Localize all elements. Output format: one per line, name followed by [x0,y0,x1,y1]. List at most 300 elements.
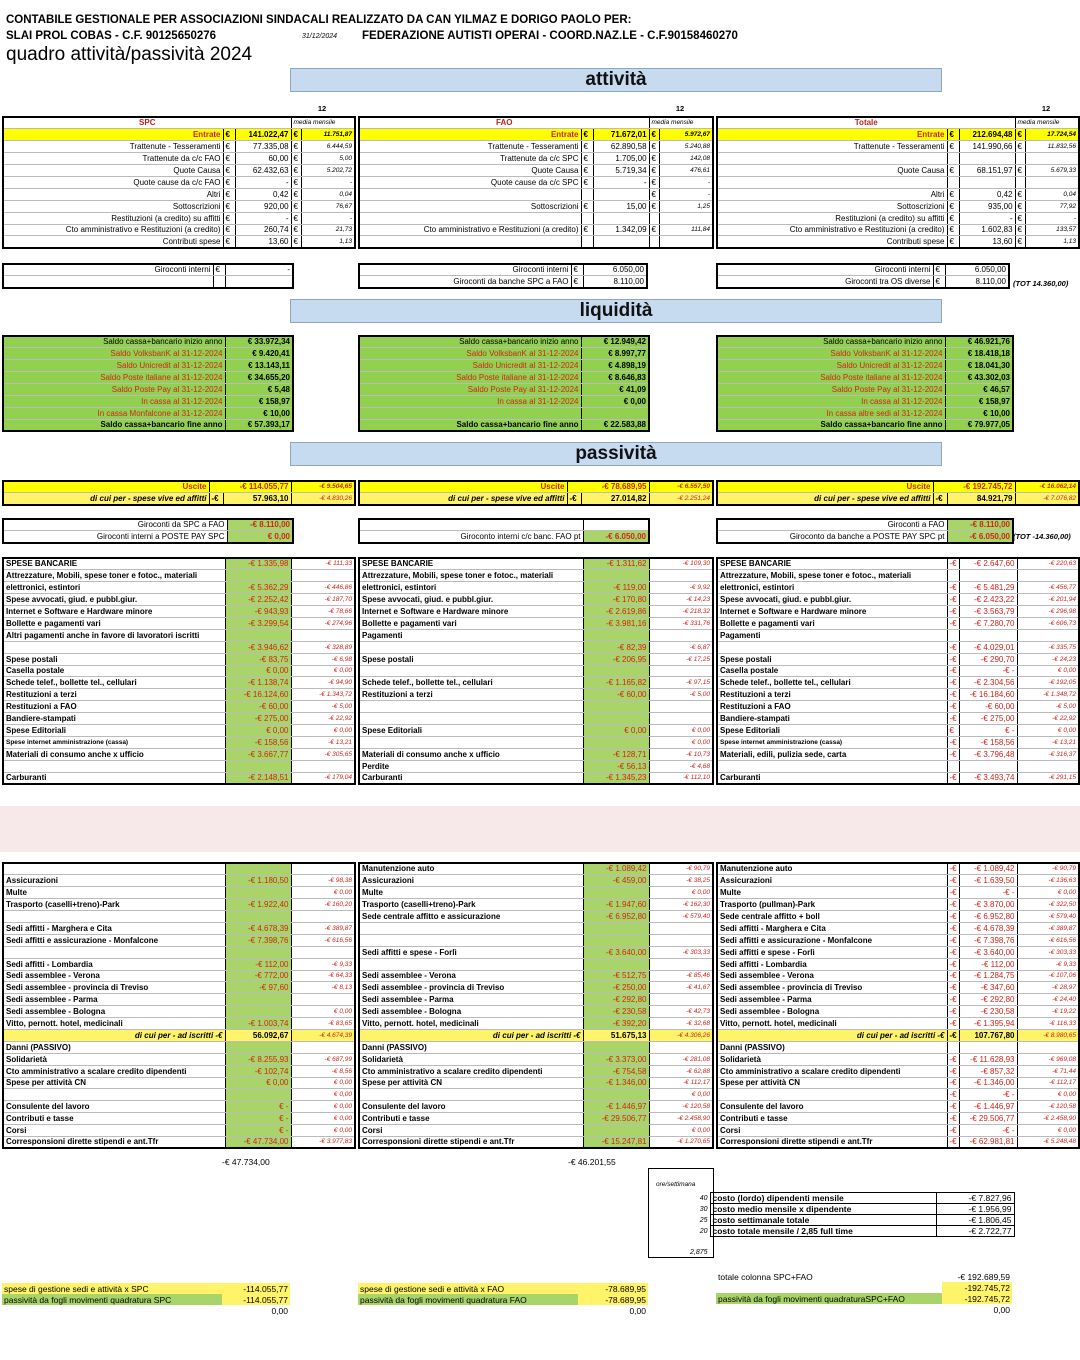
currency: -€ [947,617,959,629]
currency: € [947,236,959,248]
currency: € [291,224,301,236]
currency: -€ [947,958,959,970]
value: -€ 82,39 [583,641,649,653]
monthly-value: -€ 9.504,65 [291,481,355,493]
value [225,276,293,288]
banner-passivita: passività [290,442,942,466]
value: -€ 3.667,77 [225,748,291,760]
monthly-value: -€ 2.458,90 [1017,1113,1079,1125]
value: -€ 206,95 [583,653,649,665]
value: -€ 1.639,50 [959,875,1017,887]
currency: -€ [947,772,959,784]
row-label: Spese postali [717,653,947,665]
currency: € [947,188,959,200]
monthly-value: -€ 187,70 [291,594,355,606]
report-date: 31/12/2024 [302,33,338,40]
monthly-value [649,713,713,725]
uscite-table-fao [358,480,714,506]
value [225,946,291,958]
row-label: Giroconto interni c/c banc. FAO pt [359,531,583,543]
currency [581,212,593,224]
value: 212.694,48 [959,129,1015,141]
monthly-value: -€ 296,98 [1017,606,1079,618]
row-label [3,760,225,772]
monthly-value: -€ 328,89 [291,641,355,653]
row-label: totale colonna SPC+FAO [718,1272,813,1282]
row-label: Sedi assemblee - provincia di Treviso [3,982,225,994]
value: -€ 7.398,76 [959,934,1017,946]
row-label: Corsi [3,1125,225,1137]
row-label: Sedi affitti e spese - Forlì [717,946,947,958]
monthly-value: -€ 22,92 [1017,713,1079,725]
monthly-value: -€ 331,76 [649,617,713,629]
row-label: Sedi affitti - Lombardia [717,958,947,970]
months-count: 12 [1041,104,1051,113]
value: -€ 1.956,99 [936,1204,1014,1215]
row-label: Internet e Software e Hardware minore [717,606,947,618]
monthly-value [291,994,355,1006]
value: 935,00 [959,200,1015,212]
monthly-value: -€ 274,96 [291,617,355,629]
value [225,1089,291,1101]
row-label: passività da fogli movimenti quadratura FAO [358,1294,578,1305]
hours: 30 [699,1205,708,1213]
monthly-value: -€ 316,37 [1017,748,1079,760]
row-label: Sedi assemblee - Parma [359,994,583,1006]
row-label: Uscite [359,481,567,493]
currency: -€ [947,875,959,887]
value: € 18.041,30 [945,360,1013,372]
currency: -€ [947,1065,959,1077]
value: -€ - [959,887,1017,899]
spese-table-spese2-fao [358,862,714,1149]
column-total: -€ 46.201,55 [568,1157,616,1167]
value: -€ 290,70 [959,653,1017,665]
value: 920,00 [235,200,291,212]
value: -€ 29.506,77 [583,1113,649,1125]
row-label: Sottoscrizioni [717,200,947,212]
currency: -€ [947,1077,959,1089]
value: -€ 1.346,00 [959,1077,1017,1089]
value: € 46,57 [945,384,1013,396]
currency [947,760,959,772]
currency: € [649,224,659,236]
value: 141.990,66 [959,141,1015,153]
row-label: Solidarietà [3,1053,225,1065]
currency: -€ [947,1029,959,1041]
row-label: Bandiere-stampati [3,713,225,725]
row-label [2,1305,222,1316]
monthly-value: € 0,00 [649,1089,713,1101]
value: -€ 857,32 [959,1065,1017,1077]
value: 77.335,08 [235,141,291,153]
value: 57.963,10 [223,493,291,505]
monthly-value [291,863,355,875]
row-label [3,276,213,288]
monthly-value: -€ 6.557,50 [649,481,713,493]
value: 8.110,00 [583,276,647,288]
row-label [716,1304,942,1315]
value: -€ 29.506,77 [959,1113,1017,1125]
currency: -€ [947,1125,959,1137]
row-label [717,1089,947,1101]
value: 8.110,00 [945,276,1009,288]
currency: -€ [947,558,959,570]
row-label: Restituzioni a terzi [359,689,583,701]
currency [947,153,959,165]
value [225,570,291,582]
row-label [359,934,583,946]
row-label: Assicurazioni [3,875,225,887]
value: € - [225,1101,291,1113]
monthly-value [649,934,713,946]
row-label [359,736,583,748]
currency [649,212,659,224]
monthly-value: -€ 5,00 [291,701,355,713]
row-label: Materiali di consumo anche x ufficio [359,748,583,760]
value: 5.719,34 [593,165,649,177]
value: -€ 158,56 [959,736,1017,748]
value [225,629,291,641]
column-total: -€ 47.734,00 [222,1157,270,1167]
value: 56.092,67 [225,1029,291,1041]
row-label: Quote Causa [3,165,223,177]
value: -78.689,95 [578,1283,648,1294]
monthly-value: -€ 38,25 [649,875,713,887]
currency: -€ [947,982,959,994]
row-label: Quote cause da c/c FAO [3,176,223,188]
row-label: Restituzioni a terzi [717,689,947,701]
currency: € [649,153,659,165]
row-label: Spese internet amministrazione (cassa) [717,736,947,748]
media-label: media mensile [291,117,355,129]
row-label: Spese postali [359,653,583,665]
monthly-value: € 0,00 [1017,665,1079,677]
row-label [359,519,583,531]
monthly-value: € 0,00 [649,887,713,899]
value: -€ 2.619,86 [583,606,649,618]
monthly-value [649,629,713,641]
row-label: Restituzioni a FAO [717,701,947,713]
value: - [235,176,291,188]
monthly-value: 5.679,33 [1025,165,1079,177]
currency: € [649,129,659,141]
row-label: Sedi assemblee - provincia di Treviso [717,982,947,994]
value: -€ 3.870,00 [959,899,1017,911]
currency: € [1015,165,1025,177]
currency: € [649,165,659,177]
row-label: Corsi [717,1125,947,1137]
currency: -€ [947,736,959,748]
row-label: Vitto, pernott. hotel, medicinali [3,1018,225,1030]
ore-table [650,1192,1015,1237]
monthly-value [649,701,713,713]
giroconti2-table-spc [2,518,294,544]
monthly-value: -€ 112,17 [649,1077,713,1089]
row-label [716,1282,942,1293]
row-label: Giroconti a FAO [717,519,947,531]
value: -€ 1.089,42 [583,863,649,875]
value: -€ 3.796,48 [959,748,1017,760]
value: -€ 3.981,16 [583,617,649,629]
currency: € [1015,224,1025,236]
value: 60,00 [235,153,291,165]
row-label [359,1089,583,1101]
row-label: Trasporto (caselli+treno)-Park [3,899,225,911]
value: € 0,00 [225,665,291,677]
row-label: Saldo VolksbanK al 31-12-2024 [3,348,225,360]
monthly-value: € 0,00 [291,724,355,736]
row-label: Manutenzione auto [359,863,583,875]
value: 62.432,63 [235,165,291,177]
currency: € [1015,188,1025,200]
row-label: Spese per attività CN [359,1077,583,1089]
row-label: Bandiere-stampati [717,713,947,725]
row-label: Vitto, pernott. hotel, medicinali [359,1018,583,1030]
value: € 43.302,03 [945,372,1013,384]
value: -€ 943,93 [225,606,291,618]
currency: -€ [947,1006,959,1018]
value: € - [959,724,1017,736]
row-label: Spese per attività CN [717,1077,947,1089]
monthly-value: -€ 446,86 [291,582,355,594]
currency: -€ [947,899,959,911]
value: -€ 192.689,59 [957,1272,1010,1282]
value [225,1006,291,1018]
value [583,1089,649,1101]
monthly-value: -€ 90,79 [1017,863,1079,875]
monthly-value [291,946,355,958]
value [959,629,1017,641]
value: € 0,00 [581,395,649,407]
monthly-value: 1,13 [301,236,355,248]
row-label: Pagamenti [717,629,947,641]
currency: € [581,200,593,212]
value: € 4.898,19 [581,360,649,372]
row-label: Contributi spese [3,236,223,248]
uscite-table-tot [716,480,1080,506]
value: 62.890,58 [593,141,649,153]
row-label: Giroconti tra OS diverse [717,276,933,288]
value: € 8.646,83 [581,372,649,384]
row-label: Schede telef., bollette tel., cellulari [359,677,583,689]
hours: 20 [699,1227,708,1235]
currency [947,570,959,582]
row-label: Contributi e tasse [359,1113,583,1125]
currency: € [291,153,301,165]
monthly-value: -€ 62,88 [649,1065,713,1077]
monthly-value: -€ 120,58 [649,1101,713,1113]
row-label [359,236,581,248]
row-label [359,665,583,677]
monthly-value: -€ 9,33 [291,958,355,970]
monthly-value: -€ 6,98 [291,653,355,665]
currency: -€ [947,1136,959,1148]
media-label: media mensile [649,117,713,129]
currency: -€ [933,493,947,505]
row-label: Restituzioni a FAO [3,701,225,713]
monthly-value: 21,73 [301,224,355,236]
currency: € [223,236,235,248]
monthly-value: - [659,188,713,200]
value [959,153,1015,165]
value: - [235,212,291,224]
value: 0,00 [629,1306,646,1316]
monthly-value: -€ 24,40 [1017,994,1079,1006]
row-label: Sedi affitti e spese - Forlì [359,946,583,958]
value [583,629,649,641]
monthly-value: -€ 4.674,39 [291,1029,355,1041]
value: -€ 275,00 [225,713,291,725]
row-label: Altri [717,188,947,200]
value [583,887,649,899]
spese-table-spese1-tot [716,557,1080,785]
currency: € [649,141,659,153]
value: -€ 16.124,60 [225,689,291,701]
value: -€ 230,58 [583,1006,649,1018]
currency: -€ [947,887,959,899]
currency: -€ [567,493,581,505]
monthly-value: 1,13 [1025,236,1079,248]
value: -€ 292,80 [959,994,1017,1006]
value: -€ 3.299,54 [225,617,291,629]
value: 51.675,13 [583,1029,649,1041]
monthly-value [649,958,713,970]
row-label: Cto amministrativo a scalare credito dipendenti [359,1065,583,1077]
row-label: SPESE BANCARIE [717,558,947,570]
currency [947,1041,959,1053]
row-label: Assicurazioni [717,875,947,887]
monthly-value [659,236,713,248]
value: -€ 56,13 [583,760,649,772]
value: 68.151,97 [959,165,1015,177]
monthly-value: -€ 305,65 [291,748,355,760]
monthly-value [649,570,713,582]
row-label: Giroconti interni [359,264,571,276]
value: -78.689,95 [578,1294,648,1305]
currency: -€ [947,653,959,665]
value: -€ 3.563,79 [959,606,1017,618]
currency: € [947,200,959,212]
row-label: Trattenute - Tesseramenti [717,141,947,153]
value: 1.705,00 [593,153,649,165]
monthly-value: -€ 8,13 [291,982,355,994]
value: -114.055,77 [222,1283,290,1294]
value: € - [225,1113,291,1125]
value: -€ 62.981,81 [959,1136,1017,1148]
value: -€ 2.722,77 [936,1226,1014,1237]
monthly-value: -€ 85,46 [649,970,713,982]
currency: € [581,224,593,236]
value: -€ 6.050,00 [583,531,649,543]
monthly-value: -€ 303,33 [649,946,713,958]
value: € 0,00 [225,724,291,736]
monthly-value: -€ 32,68 [649,1018,713,1030]
row-label: Entrate [359,129,581,141]
value: -€ 1.284,75 [959,970,1017,982]
value [583,736,649,748]
value [583,958,649,970]
monthly-value: -€ 41,67 [649,982,713,994]
monthly-value: -€ 94,90 [291,677,355,689]
row-label: Cto amministrativo a scalare credito dipendenti [3,1065,225,1077]
giroconti2-table-tot [716,518,1014,544]
row-label: Contributi spese [717,236,947,248]
org-fao: FEDERAZIONE AUTISTI OPERAI - COORD.NAZ.LE - C.F.90158460270 [362,30,738,42]
row-label: Bollette e pagamenti vari [717,617,947,629]
row-label: Saldo Unicredit al 31-12-2024 [717,360,945,372]
monthly-value: - [301,212,355,224]
value: € 10,00 [945,407,1013,419]
row-label [358,1305,578,1316]
row-label: Cto amministrativo a scalare credito dipendenti [717,1065,947,1077]
monthly-value: 17.724,54 [1025,129,1079,141]
spese-table-spese2-spc [2,862,356,1149]
row-label: Trattenute - Tesseramenti [3,141,223,153]
currency: € [581,165,593,177]
currency: € [649,200,659,212]
spese-table-spese1-fao [358,557,714,785]
currency: -€ [947,1053,959,1065]
value: € 5,48 [225,384,293,396]
currency: € [933,264,945,276]
monthly-value: -€ 192,05 [1017,677,1079,689]
monthly-value: -€ 179,04 [291,772,355,784]
row-label: Spese postali [3,653,225,665]
row-label: di cui per - ad iscritti -€ [359,1029,583,1041]
months-count: 12 [675,104,685,113]
value: -€ 3.373,00 [583,1053,649,1065]
value: -€ 3.640,00 [583,946,649,958]
row-label: Trattenute da c/c SPC [359,153,581,165]
value: -€ 192.745,72 [933,481,1015,493]
row-label [359,958,583,970]
footer-table-fao [358,1283,648,1316]
currency: € [581,176,593,188]
monthly-value: -€ 83,65 [291,1018,355,1030]
row-label: Sedi assemblee - Parma [3,994,225,1006]
currency: € [213,264,225,276]
value: 0,42 [235,188,291,200]
months-count: 12 [317,104,327,113]
giroconti2-table-fao [358,518,650,544]
currency: € [947,129,959,141]
ore-factor: 2,875 [690,1249,708,1256]
row-label: Internet e Software e Hardware minore [3,606,225,618]
value: € 0,00 [225,1077,291,1089]
monthly-value: -€ 22,92 [291,713,355,725]
row-label [359,922,583,934]
currency: € [223,200,235,212]
row-label: Consulente del lavoro [359,1101,583,1113]
monthly-value: -€ 9,92 [649,582,713,594]
row-label: Spese Editoriali [717,724,947,736]
value: -€ 2.647,60 [959,558,1017,570]
value: -€ 5.481,29 [959,582,1017,594]
monthly-value: -€ 616,56 [291,934,355,946]
row-label [359,188,581,200]
row-label: Sedi affitti - Marghera e Cita [717,922,947,934]
value: -€ 7.827,96 [936,1193,1014,1204]
value: -€ 459,00 [583,875,649,887]
value: € 41,09 [581,384,649,396]
row-label: Spese avvocati, giud. e pubbl.giur. [359,594,583,606]
value: -€ 772,00 [225,970,291,982]
monthly-value: -€ 2.251,24 [649,493,713,505]
value: -€ 78.689,95 [567,481,649,493]
value [225,863,291,875]
row-label: Altri pagamenti anche in favore di lavoratori iscritti [3,629,225,641]
